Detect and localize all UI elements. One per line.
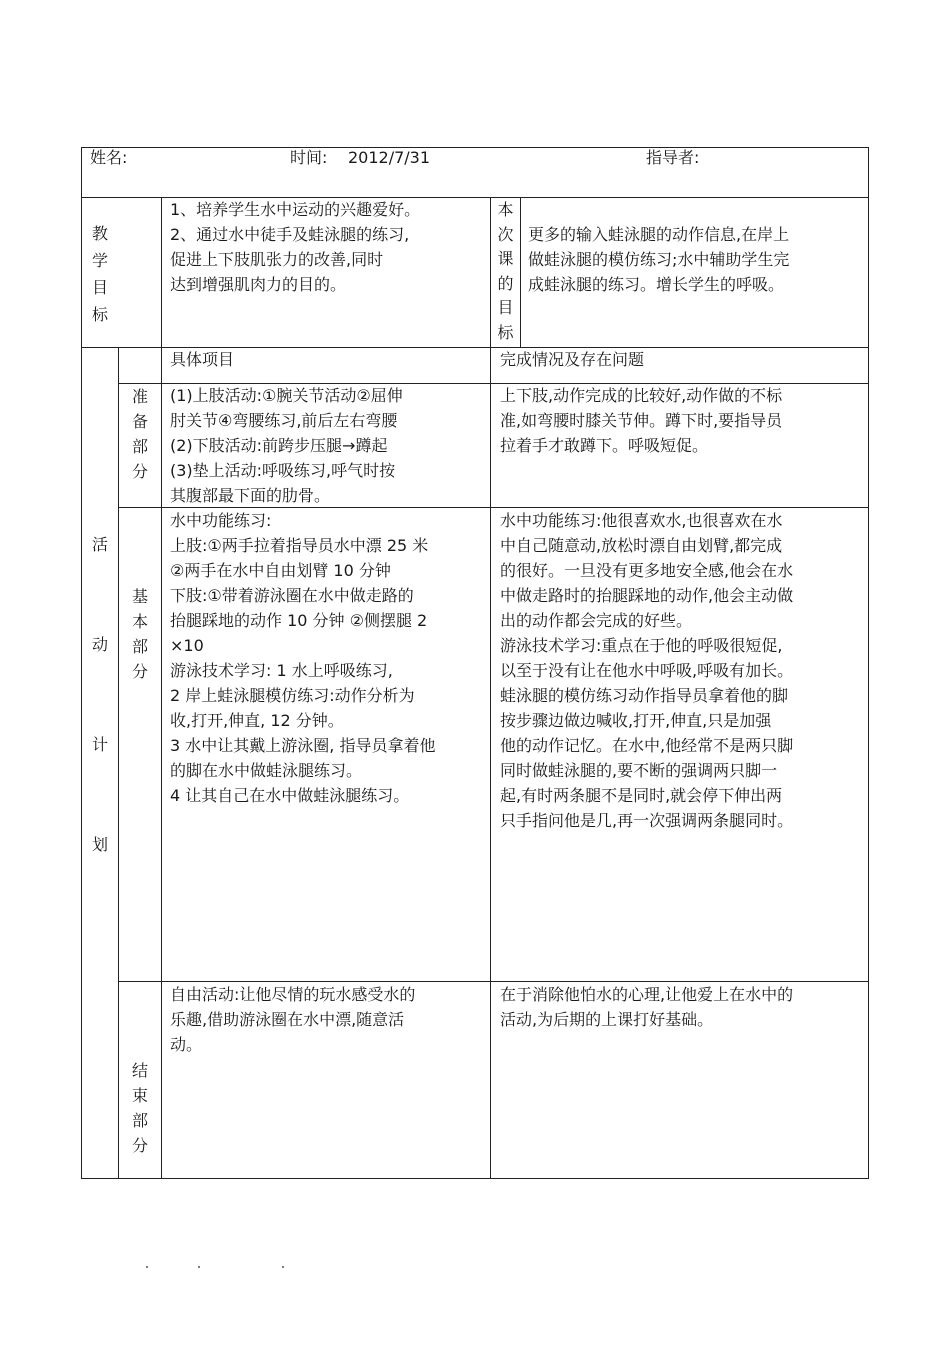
- divider-plan-section: [161, 347, 162, 1179]
- basic-item-line: 收,打开,伸直, 12 分钟。: [170, 711, 344, 730]
- border-bottom: [81, 1178, 869, 1179]
- col-header-items: 具体项目: [170, 350, 235, 369]
- end-note-line: 活动,为后期的上课打好基础。: [500, 1010, 714, 1029]
- name-label: 姓名:: [90, 148, 128, 167]
- basic-note-line: 的很好。一旦没有更多地安全感,他会在水: [500, 561, 794, 580]
- basic-note-line: 游泳技术学习:重点在于他的呼吸很短促,: [500, 636, 783, 655]
- prep-item-line: (1)上肢活动:①腕关节活动②屈伸: [170, 386, 403, 405]
- prep-item-line: (2)下肢活动:前跨步压腿→蹲起: [170, 436, 388, 455]
- prep-item-line: (3)垫上活动:呼吸练习,呼气时按: [170, 461, 396, 480]
- basic-item-line: 上肢:①两手拉着指导员水中漂 25 米: [170, 536, 429, 555]
- divider-plan-mid: [490, 347, 491, 1179]
- border-right: [868, 147, 869, 1179]
- prep-items: [170, 383, 403, 508]
- end-notes: [500, 982, 793, 1032]
- goal-line: 达到增强肌肉力的目的。: [170, 275, 347, 294]
- footer-dot: [282, 1266, 284, 1268]
- prep-item-line: 其腹部最下面的肋骨。: [170, 486, 331, 505]
- basic-note-line: 中做走路时的抬腿踩地的动作,他会主动做: [500, 586, 794, 605]
- basic-item-line: 3 水中让其戴上游泳圈, 指导员拿着他: [170, 736, 436, 755]
- basic-item-line: 下肢:①带着游泳圈在水中做走路的: [170, 586, 414, 605]
- goal-line: 2、通过水中徒手及蛙泳腿的练习,: [170, 225, 410, 244]
- basic-note-line: 水中功能练习:他很喜欢水,也很喜欢在水: [500, 511, 783, 530]
- goal-line: 1、培养学生水中运动的兴趣爱好。: [170, 200, 421, 219]
- basic-note-line: 他的动作记忆。在水中,他经常不是两只脚: [500, 736, 794, 755]
- basic-item-line: 游泳技术学习: 1 水上呼吸练习,: [170, 661, 393, 680]
- goals-text: [170, 197, 420, 297]
- basic-note-line: 按步骤边做边喊收,打开,伸直,只是加强: [500, 711, 772, 730]
- prep-note-line: 拉着手才敢蹲下。呼吸短促。: [500, 436, 709, 455]
- footer-dot: [198, 1266, 200, 1268]
- end-label: 结 束 部 分: [131, 1061, 148, 1155]
- end-note-line: 在于消除他怕水的心理,让他爱上在水中的: [500, 985, 794, 1004]
- basic-item-line: 4 让其自己在水中做蛙泳腿练习。: [170, 786, 410, 805]
- basic-item-line: 抬腿踩地的动作 10 分钟 ②侧摆腿 2: [170, 611, 428, 630]
- lesson-goals-text: [528, 222, 789, 297]
- lesson-goal-line: 成蛙泳腿的练习。增长学生的呼吸。: [528, 275, 785, 294]
- basic-note-line: 只手指问他是几,再一次强调两条腿同时。: [500, 811, 794, 830]
- basic-items: [170, 508, 435, 808]
- lesson-goal-line: 做蛙泳腿的模仿练习;水中辅助学生完: [528, 250, 790, 269]
- basic-item-line: 2 岸上蛙泳腿模仿练习:动作分析为: [170, 686, 415, 705]
- basic-item-line: ×10: [170, 636, 204, 655]
- basic-item-line: 水中功能练习:: [170, 511, 272, 530]
- end-item-line: 自由活动:让他尽情的玩水感受水的: [170, 985, 416, 1004]
- plan-label: 活 动 计 划: [91, 535, 108, 854]
- basic-item-line: ②两手在水中自由划臂 10 分钟: [170, 561, 391, 580]
- prep-item-line: 肘关节④弯腰练习,前后左右弯腰: [170, 411, 398, 430]
- divider-label: [161, 197, 162, 348]
- col-header-notes: 完成情况及存在问题: [500, 350, 645, 369]
- lesson-goals-label: 本 次 课 的 目 标: [497, 200, 514, 342]
- border-top: [81, 147, 869, 148]
- end-item-line: 乐趣,借助游泳圈在水中漂,随意活: [170, 1010, 405, 1029]
- goals-label: 教 学 目 标: [91, 224, 108, 324]
- basic-item-line: 的脚在水中做蛙泳腿练习。: [170, 761, 363, 780]
- end-item-line: 动。: [170, 1035, 203, 1054]
- time-label: 时间:: [290, 148, 328, 167]
- lesson-goal-line: 更多的输入蛙泳腿的动作信息,在岸上: [528, 225, 790, 244]
- basic-note-line: 以至于没有让在他水中呼吸,呼吸有加长。: [500, 661, 794, 680]
- goal-line: 促进上下肢肌张力的改善,同时: [170, 250, 384, 269]
- basic-note-line: 起,有时两条腿不是同时,就会停下伸出两: [500, 786, 783, 805]
- instructor-label: 指导者:: [646, 148, 700, 167]
- basic-note-line: 中自己随意动,放松时漂自由划臂,都完成: [500, 536, 783, 555]
- basic-notes: [500, 508, 793, 833]
- footer-dot: [146, 1266, 148, 1268]
- end-items: [170, 982, 415, 1057]
- prep-label: 准 备 部 分: [131, 387, 148, 481]
- prep-note-line: 准,如弯腰时膝关节伸。蹲下时,要指导员: [500, 411, 783, 430]
- basic-note-line: 同时做蛙泳腿的,要不断的强调两只脚一: [500, 761, 778, 780]
- basic-note-line: 出的动作都会完成的好些。: [500, 611, 693, 630]
- time-value: 2012/7/31: [348, 148, 431, 167]
- prep-note-line: 上下肢,动作完成的比较好,动作做的不标: [500, 386, 783, 405]
- divider-goals-lesson: [520, 197, 521, 348]
- basic-note-line: 蛙泳腿的模仿练习动作指导员拿着他的脚: [500, 686, 789, 705]
- basic-label: 基 本 部 分: [131, 587, 148, 681]
- prep-notes: [500, 383, 782, 458]
